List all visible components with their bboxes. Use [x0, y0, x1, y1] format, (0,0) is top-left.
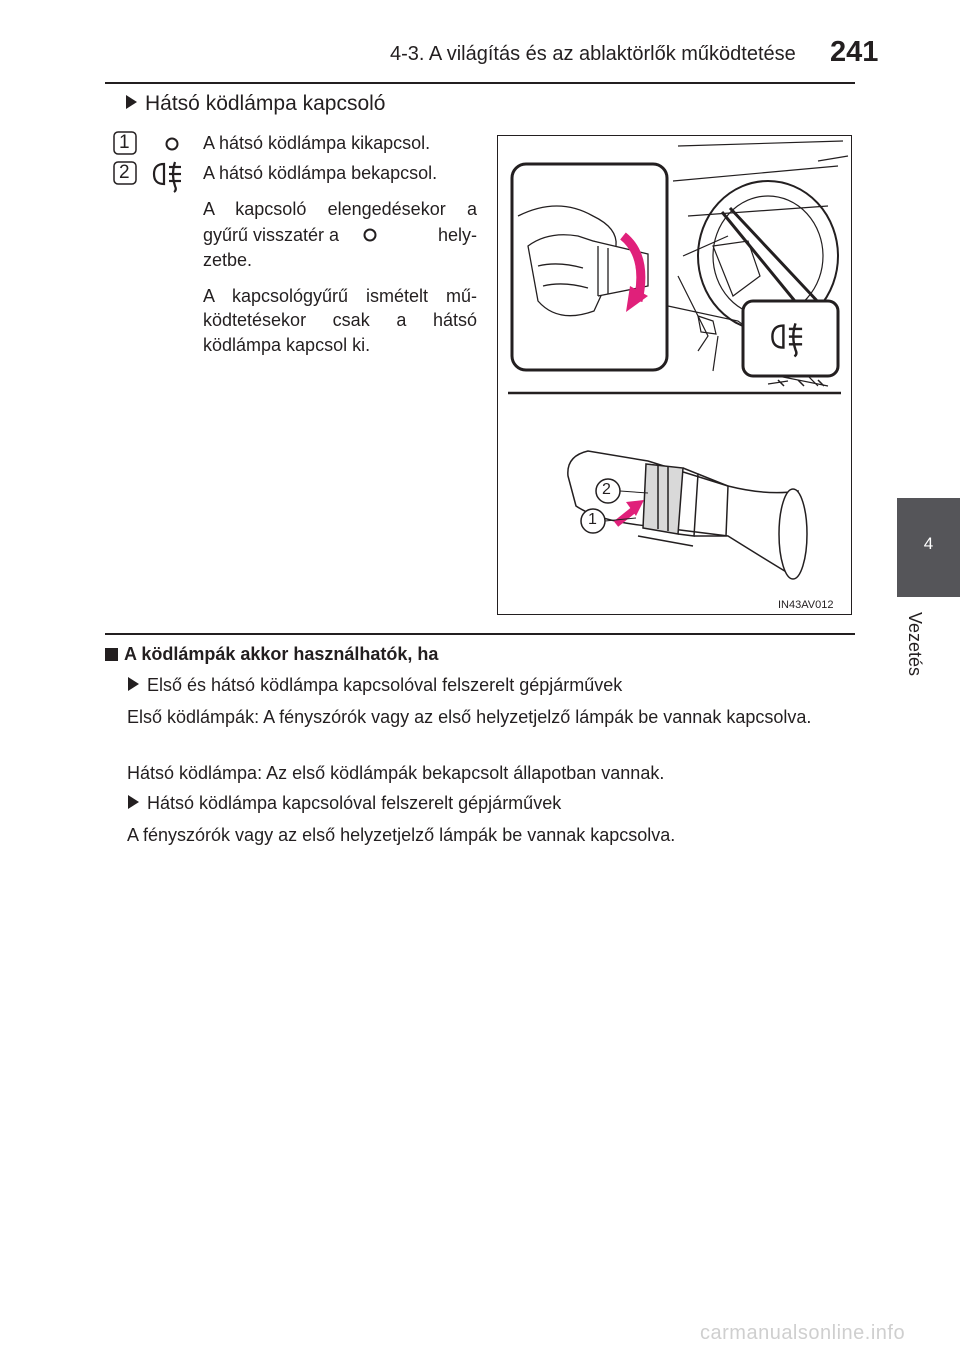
header-divider	[105, 82, 855, 84]
header-title: 4-3. A világítás és az ablaktörlők működtetése	[390, 43, 796, 65]
paragraph-repeat-line-2-text: ködtetésekor csak a hátsó	[203, 310, 477, 330]
sub-item-rear-only	[128, 793, 561, 814]
paragraph-rear-only: A fényszórók vagy az első helyzetjelző lámpák be vannak kapcsolva.	[127, 825, 676, 845]
triangle-bullet-icon	[128, 795, 139, 809]
paragraph-release	[203, 197, 477, 222]
paragraph-repeat-line-1	[203, 284, 477, 309]
chapter-tab-label	[893, 612, 933, 732]
section-title	[126, 92, 385, 116]
figure-callout-2: 2	[602, 481, 611, 498]
watermark: carmanualsonline.info	[700, 1322, 906, 1344]
chapter-tab-number: 4	[923, 534, 934, 553]
section-divider	[105, 633, 855, 635]
paragraph-release-line-1: A kapcsoló elengedésekor a	[203, 199, 477, 219]
paragraph-repeat-line-1-text: A kapcsológyűrű ismételt mű-	[203, 286, 477, 306]
page-number: 241	[830, 36, 879, 68]
item-1-text: A hátsó ködlámpa kikapcsol.	[203, 133, 431, 153]
off-circle-inline-icon	[362, 224, 382, 250]
item-2-text: A hátsó ködlámpa bekapcsol.	[203, 163, 438, 183]
paragraph-release-line-2	[203, 222, 477, 248]
figure-callout-1: 1	[588, 511, 597, 528]
off-circle-icon	[164, 136, 180, 157]
figure-code: IN43AV012	[778, 599, 834, 611]
paragraph-release-line-3: zetbe.	[203, 250, 253, 270]
paragraph-front-fog: Első ködlámpák: A fényszórók vagy az első helyzetjelző lámpák be vannak kapcsolva.	[127, 707, 812, 727]
figure-drawing	[498, 136, 851, 614]
triangle-bullet-icon	[128, 677, 139, 691]
paragraph-repeat-line-2	[203, 308, 477, 333]
sub-item-front-and-rear	[128, 675, 622, 696]
sub-item-front-and-rear-text: Első és hátsó ködlámpa kapcsolóval felszerelt gépjárművek	[147, 675, 623, 695]
triangle-bullet-icon	[126, 95, 137, 109]
figure-illustration	[497, 135, 852, 615]
section-title-text: Hátsó ködlámpa kapcsoló	[145, 92, 386, 115]
square-bullet-icon	[105, 648, 118, 661]
paragraph-rear-fog: Hátsó ködlámpa: Az első ködlámpák bekapcsolt állapotban vannak.	[127, 763, 665, 783]
chapter-tab-label-text: Vezetés	[905, 612, 925, 677]
paragraph-repeat-line-3: ködlámpa kapcsol ki.	[203, 335, 371, 355]
item-2-number: 2	[119, 162, 130, 183]
conditions-heading-text: A ködlámpák akkor használhatók, ha	[124, 644, 439, 664]
paragraph-release-line-2-post: hely-	[437, 225, 477, 245]
conditions-heading	[105, 644, 438, 665]
paragraph-release-line-2-pre: gyűrű visszatér a	[203, 225, 340, 245]
item-1-number: 1	[119, 132, 130, 153]
rear-fog-lamp-icon	[150, 158, 192, 199]
sub-item-rear-only-text: Hátsó ködlámpa kapcsolóval felszerelt gépjárművek	[147, 793, 562, 813]
